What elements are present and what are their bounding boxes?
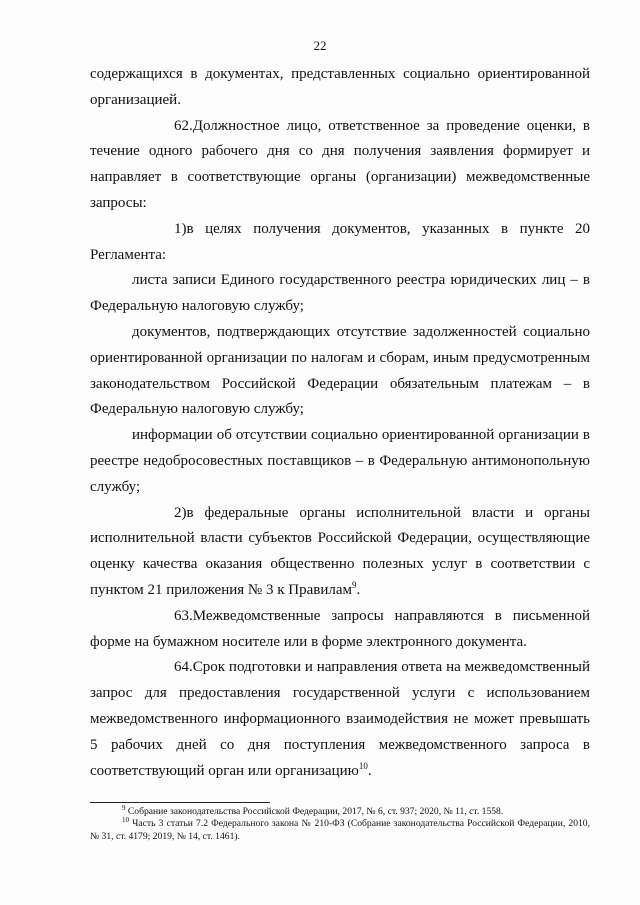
list-item-number: 2): [174, 504, 187, 521]
paragraph-number: 63.: [174, 607, 193, 624]
paragraph-63: [90, 604, 590, 656]
period: .: [367, 762, 372, 779]
paragraph-text: Должностное лицо, ответственное за проведение оценки, в течение одного рабочего дня со дня получения заявления формирует и направляет в соответствующие органы (организации) межведомственные запросы:: [90, 117, 590, 211]
list-item-1: [90, 217, 590, 269]
paragraph-62: [90, 114, 590, 217]
list-item-text: в федеральные органы исполнительной власти и органы исполнительной власти субъектов Российской Федерации, осуществляющие оценку качества оказания общественно полезных услуг в соответствии с пунктом 21 приложения № 3 к Правилам: [90, 504, 590, 598]
footnotes: [90, 803, 590, 843]
list-item-2: [90, 501, 590, 604]
paragraph-number: 64.: [174, 659, 193, 676]
list-item-number: 1): [174, 220, 187, 237]
list-item-text: в целях получения документов, указанных в пункте 20 Регламента:: [90, 220, 590, 263]
footnote-text: Собрание законодательства Российской Федерации, 2017, № 6, ст. 937; 2020, № 11, ст. 1558.: [127, 806, 504, 817]
period: .: [356, 581, 361, 598]
footnote-text: Часть 3 статьи 7.2 Федерального закона № 210-ФЗ (Собрание законодательства Российской Федерации, 2010, № 31, ст. 4179; 2019, № 14, ст. 1461).: [90, 818, 590, 842]
footnote-10: [90, 818, 590, 843]
paragraph-text: Срок подготовки и направления ответа на межведомственный запрос для предоставления государственной услуги с использованием межведомственного информационного взаимодействия не может превышать 5 рабочих дней со дня поступления межведомственного запроса в соответствующий орган или организацию: [90, 659, 590, 779]
paragraph-text: Межведомственные запросы направляются в письменной форме на бумажном носителе или в форме электронного документа.: [90, 607, 590, 650]
document-body: [90, 62, 590, 784]
paragraph-number: 62.: [174, 117, 193, 134]
paragraph-64: [90, 655, 590, 784]
footnote-9: [90, 803, 590, 818]
paragraph-continuation: содержащихся в документах, представленных социально ориентированной организацией.: [90, 66, 590, 108]
sub-item-tax-debt: документов, подтверждающих отсутствие задолженностей социально ориентированной организации по налогам и сборам, иным предусмотренным законодательством Российской Федерации обязательным платежам – в Федеральную налоговую службу;: [90, 323, 590, 418]
footnote-mark: 9: [122, 803, 126, 812]
sub-item-egrul: листа записи Единого государственного реестра юридических лиц – в Федеральную налоговую службу;: [90, 272, 590, 315]
page-number: 22: [313, 38, 327, 53]
footnote-mark: 10: [122, 816, 129, 825]
footnote-ref: 9: [352, 579, 357, 590]
footnote-separator: [90, 802, 270, 803]
footnote-ref: 10: [358, 760, 368, 771]
sub-item-registry: информации об отсутствии социально ориентированной организации в реестре недобросовестных поставщиков – в Федеральную антимонопольную службу;: [90, 427, 590, 495]
